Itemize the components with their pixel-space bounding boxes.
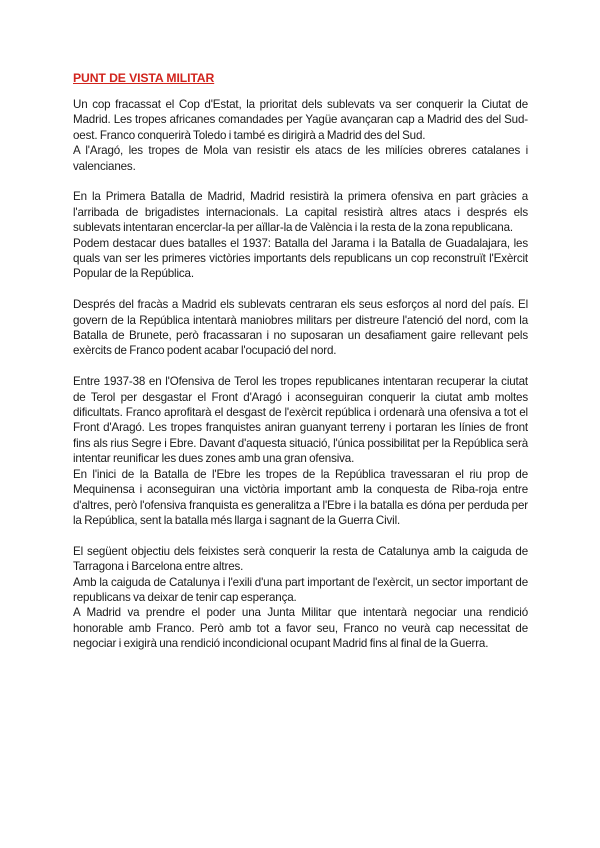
page-title: PUNT DE VISTA MILITAR (73, 71, 215, 85)
paragraph: En l'inici de la Batalla de l'Ebre les tropes de la República travessaran el riu prop de Mequinensa i aconseguiran una victòria important amb la conquesta de Riba-roja entre d'altres, però l'ofensiva franquista es generalitza a l'Ebre i la batalla es dóna per perduda per la República, sent la batalla més llarga i sagnant de la Guerra Civil. (73, 467, 528, 527)
paragraph: Podem destacar dues batalles el 1937: Batalla del Jarama i la Batalla de Guadalajara, les quals van ser les primeres victòries importants dels republicans un cop reconstruït l'Exèrcit Popular de la República. (73, 236, 528, 281)
paragraph: Després del fracàs a Madrid els sublevats centraran els seus esforços al nord del país. El govern de la República intentarà maniobres militars per distreure l'atenció del nord, com la Batalla de Brunete, però fracassaran i no suposaran un desafiament gaire rellevant pels exèrcits de Franco podent acabar l'ocupació del nord. (73, 298, 528, 358)
paragraph: A l'Aragó, les tropes de Mola van resistir els atacs de les milícies obreres catalanes i valencianes. (73, 144, 528, 173)
paragraph: Un cop fracassat el Cop d'Estat, la prioritat dels sublevats va ser conquerir la Ciutat de Madrid. Les tropes africanes comandades per Yagüe avançaran cap a Madrid des del Sud-oest. Franco conquerirà Toledo i també es dirigirà a Madrid des del Sud. (73, 98, 528, 142)
document-body (73, 97, 528, 652)
paragraph: El següent objectiu dels feixistes serà conquerir la resta de Catalunya amb la caiguda de Tarragona i Barcelona entre altres. (73, 544, 528, 574)
paragraph: A Madrid va prendre el poder una Junta Militar que intentarà negociar una rendició honorable amb Franco. Però amb tot a favor seu, Franco no veurà cap necessitat de negociar i exigirà una rendició incondicional ocupant Madrid fins al final de la Guerra. (73, 606, 528, 651)
paragraph: Entre 1937-38 en l'Ofensiva de Terol les tropes republicanes intentaran recuperar la ciutat de Terol per desgastar el Front d'Aragó i aconseguiran conquerir la ciutat amb moltes dificultats. Franco aprofitarà el desgast de l'exèrcit república i ordenarà una ofensiva a tot el Front d'Aragó. Les tropes franquistes aniran guanyant terreny i portaran les línies de front fins als rius Segre i Ebre. Davant d'aquesta situació, l'única possibilitat per la República serà intentar reunificar les dues zones amb una gran ofensiva. (73, 375, 528, 466)
paragraph: En la Primera Batalla de Madrid, Madrid resistirà la primera ofensiva en part gràcies a l'arribada de brigadistes internacionals. La capital resistirà altres atacs i després els sublevats intentaran encerclar-la per aïllar-la de València i la resta de la zona republicana. (73, 190, 528, 235)
paragraph: Amb la caiguda de Catalunya i l'exili d'una part important de l'exèrcit, un sector important de republicans va deixar de tenir cap esperança. (73, 575, 528, 604)
